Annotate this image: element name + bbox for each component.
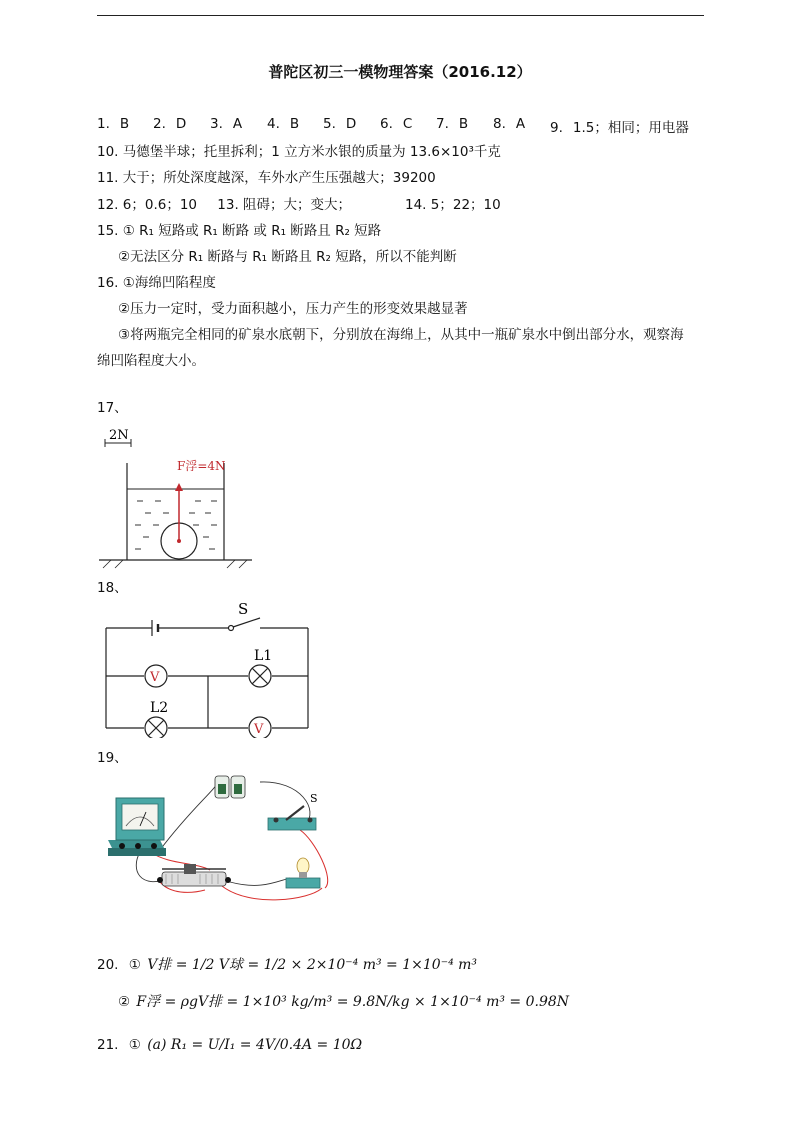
- mc-item: 9. 1.5；相同；用电器: [550, 120, 689, 136]
- q20-row2: [118, 992, 569, 1012]
- mc-answers-row: [97, 116, 707, 136]
- battery-icon: [215, 776, 245, 798]
- mc-item: 8. A: [493, 116, 526, 132]
- q18-label: 18、: [97, 580, 128, 596]
- force-label: F浮=4N: [177, 459, 226, 473]
- q21-mark1: ①: [128, 1037, 141, 1053]
- switch-label: S: [310, 792, 318, 805]
- lamp-icon: [286, 858, 320, 888]
- q16-line3: ③将两瓶完全相同的矿泉水底朝下，分别放在海绵上，从其中一瓶矿泉水中倒出部分水，观察海: [118, 327, 684, 343]
- q17-buoyancy-figure: [97, 425, 257, 570]
- q16-line2: ②压力一定时，受力面积越小，压力产生的形变效果越显著: [118, 301, 468, 317]
- lamp1-label: L1: [254, 648, 273, 664]
- switch-icon: [268, 806, 316, 830]
- q13-answer: 13. 阻碍；大；变大；: [217, 197, 352, 213]
- q20-label: 20.: [97, 957, 119, 973]
- lamp2-label: L2: [150, 700, 169, 716]
- mc-item: 1. B: [97, 116, 130, 132]
- header-rule: [97, 15, 704, 16]
- q15-line1: 15. ① R₁ 短路或 R₁ 断路 或 R₁ 断路且 R₂ 短路: [97, 223, 382, 239]
- q15-line2: ②无法区分 R₁ 断路与 R₁ 断路且 R₂ 短路，所以不能判断: [118, 249, 457, 265]
- q20-equation1: V排 = 1/2 V球 = 1/2 × 2×10⁻⁴ m³ = 1×10⁻⁴ m³: [147, 957, 478, 973]
- voltmeter-label: V: [150, 670, 160, 685]
- ammeter-icon: [108, 798, 166, 856]
- q21-label: 21.: [97, 1037, 119, 1053]
- q20-mark1: ①: [128, 957, 141, 973]
- q17-label: 17、: [97, 400, 128, 416]
- q10-answer: 10. 马德堡半球；托里拆利；1 立方米水银的质量为 13.6×10³千克: [97, 144, 501, 160]
- q12-13-row: [97, 195, 351, 215]
- mc-item: 4. B: [267, 116, 300, 132]
- rheostat-icon: [157, 864, 231, 886]
- mc-item: 3. A: [210, 116, 243, 132]
- voltmeter-label: V: [254, 722, 264, 737]
- mc-item: 7. B: [436, 116, 469, 132]
- page-title: 普陀区初三一模物理答案（2016.12）: [268, 63, 532, 81]
- mc-item: 2. D: [153, 116, 187, 132]
- scale-label: 2N: [109, 428, 129, 443]
- q21-equation1: (a) R₁ = U/I₁ = 4V/0.4A = 10Ω: [147, 1037, 363, 1053]
- q12-answer: 12. 6；0.6；10: [97, 197, 197, 213]
- q20-mark2: ②: [118, 994, 131, 1010]
- q20-row1: [97, 955, 477, 975]
- q11-answer: 11. 大于；所处深度越深，车外水产生压强越大；39200: [97, 170, 436, 186]
- q14-answer: 14. 5；22；10: [405, 197, 501, 213]
- switch-label: S: [238, 600, 249, 618]
- q20-equation2: F浮 = ρgV排 = 1×10³ kg/m³ = 9.8N/kg × 1×10⁻⁴ m³ = 0.98N: [136, 994, 570, 1010]
- mc-item: 6. C: [380, 116, 413, 132]
- q18-circuit-diagram: [100, 598, 315, 738]
- q21-row1: [97, 1035, 362, 1055]
- q16-line4: 绵凹陷程度大小。: [97, 353, 205, 369]
- q19-physical-circuit: [100, 770, 340, 910]
- mc-item: 5. D: [323, 116, 357, 132]
- q19-label: 19、: [97, 750, 128, 766]
- q16-line1: 16. ①海绵凹陷程度: [97, 275, 216, 291]
